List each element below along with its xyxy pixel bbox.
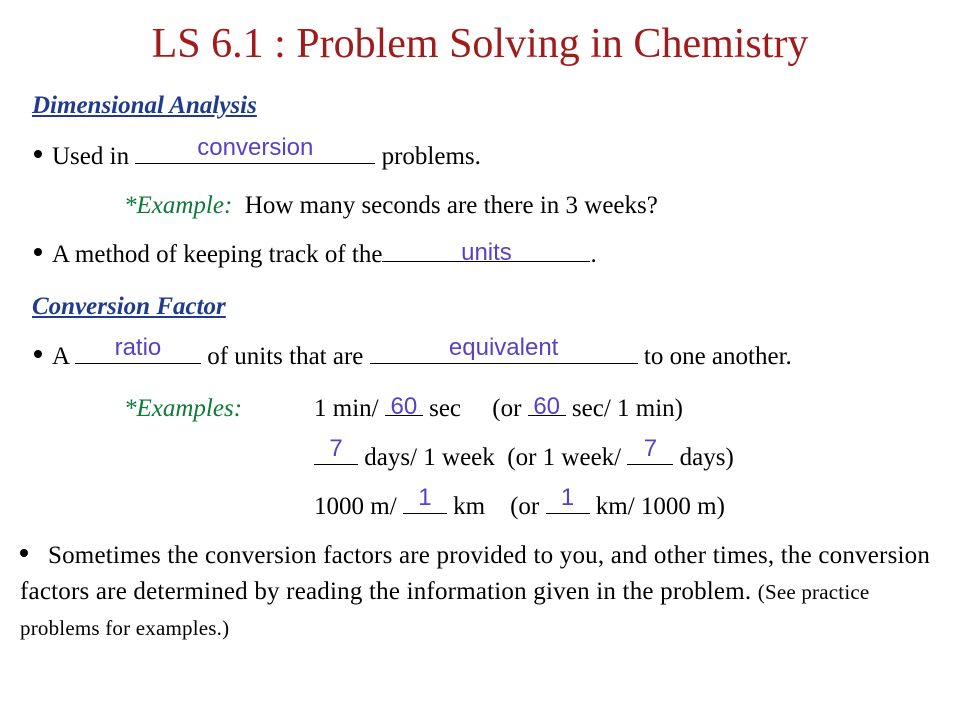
example-text: 1000 m/	[314, 493, 397, 520]
slide-title: LS 6.1 : Problem Solving in Chemistry	[151, 21, 809, 67]
example-text: How many seconds are there in 3 weeks?	[244, 192, 658, 219]
text-problems: problems.	[381, 143, 481, 170]
note-paragraph	[20, 538, 945, 646]
example-row-2	[314, 435, 734, 472]
example-text: (or	[492, 395, 522, 422]
heading-dimensional-analysis: Dimensional Analysis	[32, 92, 257, 119]
answer-equivalent: equivalent	[448, 334, 559, 361]
example-text: (or 1 week/	[507, 444, 622, 471]
example-row-1	[314, 395, 683, 423]
fill-blank-ratio	[75, 334, 201, 364]
answer-7: 7	[329, 435, 343, 462]
fill-blank-conversion	[135, 134, 375, 164]
example-label: *Example:	[124, 192, 233, 219]
bullet-icon	[20, 549, 28, 557]
bullet-used-in	[34, 134, 481, 171]
examples-label: *Examples:	[124, 395, 243, 422]
answer-7: 7	[643, 435, 658, 462]
text-of-units: of units that are	[207, 343, 364, 370]
bullet-icon	[34, 350, 42, 358]
fill-blank	[314, 435, 358, 465]
answer-ratio: ratio	[114, 334, 162, 361]
text-period: .	[590, 241, 597, 268]
answer-units: units	[461, 239, 512, 266]
example-row-3	[314, 484, 725, 521]
text-used-in: Used in	[52, 143, 130, 170]
bullet-ratio	[34, 334, 792, 371]
fill-blank	[627, 435, 673, 465]
answer-conversion: conversion	[197, 134, 314, 161]
fill-blank	[528, 393, 566, 420]
example-text: 1 min/	[314, 395, 379, 422]
answer-1: 1	[560, 484, 575, 511]
heading-conversion-factor: Conversion Factor	[32, 293, 226, 320]
text-to-one-another: to one another.	[643, 343, 792, 370]
example-text: days)	[679, 444, 734, 471]
bullet-icon	[34, 150, 42, 158]
example-text: days/ 1 week	[364, 444, 495, 471]
example-text: sec/ 1 min)	[571, 395, 684, 422]
example-text: km/ 1000 m)	[595, 493, 725, 520]
bullet-icon	[34, 248, 42, 256]
example-line	[124, 192, 658, 220]
fill-blank	[385, 393, 423, 420]
fill-blank	[403, 484, 447, 514]
example-text: (or	[510, 493, 540, 520]
answer-1: 1	[418, 484, 432, 511]
fill-blank-equivalent	[370, 334, 638, 364]
example-text: km	[453, 493, 486, 520]
note-text: Sometimes the conversion factors are provided to you, and other times, the conversion factors are determined by reading the information given in the problem.	[20, 542, 931, 605]
text-method: A method of keeping track of the	[52, 241, 383, 268]
fill-blank-units	[382, 239, 590, 266]
note-small-text: (See practice problems for examples.)	[20, 580, 870, 640]
text-a: A	[52, 343, 69, 370]
example-text: sec	[429, 395, 462, 422]
bullet-method	[34, 241, 597, 269]
answer-60: 60	[390, 393, 418, 420]
fill-blank	[546, 484, 590, 514]
answer-60: 60	[533, 393, 561, 420]
